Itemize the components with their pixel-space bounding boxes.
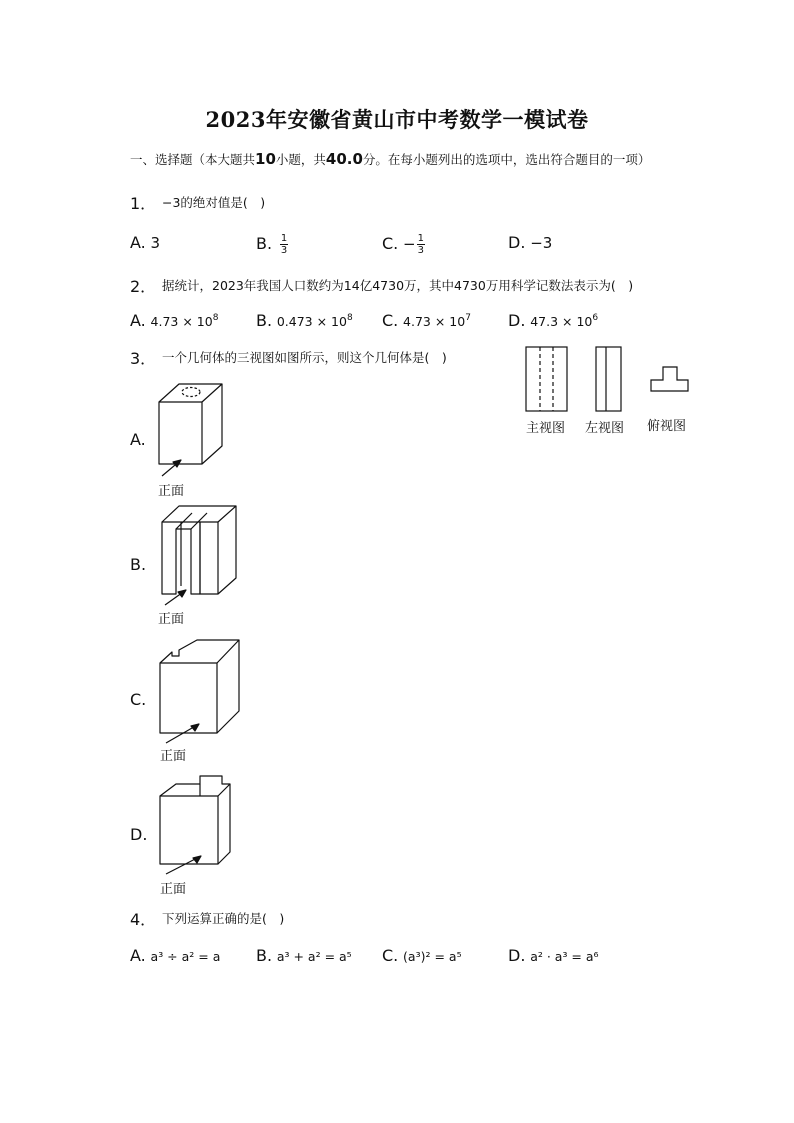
option-letter: A. [130,430,146,449]
fraction-numerator: 1 [417,233,424,244]
option-base: 47.3 × 10 [530,314,593,329]
q4-option-c[interactable] [382,946,462,965]
question-4-stem: 下列运算正确的是( ) [162,911,285,926]
option-text: a² · a³ = a⁶ [530,949,599,964]
page-title: 2023年安徽省黄山市中考数学一模试卷 [205,107,589,132]
q4-option-d[interactable] [508,946,599,965]
section-text-c: 分。在每小题列出的选项中，选出符合题目的一项） [362,152,651,167]
option-letter: B. [256,234,273,253]
q4-option-b[interactable] [256,946,352,965]
solid-d-front-face [160,796,218,864]
front-label: 正面 [158,612,185,627]
question-2-stem: 据统计，2023年我国人口数约为14亿4730万，其中4730万用科学记数法表示为( ) [162,278,634,293]
question-1-number: 1． [130,194,157,213]
option-letter: B. [256,946,273,965]
option-letter: B. [256,311,273,330]
option-exponent: 6 [592,313,599,323]
option-sign: − [403,235,416,253]
question-2-number: 2． [130,277,157,296]
option-base: 4.73 × 10 [150,314,213,329]
option-letter: A. [130,311,146,330]
fraction-denominator: 3 [417,245,424,256]
main-view-label: 主视图 [526,421,566,436]
fraction-denominator: 3 [280,245,288,256]
option-letter: C. [382,234,399,253]
question-count: 10 [255,150,276,168]
solid-d-top-face [160,776,230,796]
option-base: 4.73 × 10 [403,314,466,329]
option-letter: D. [508,946,526,965]
option-letter: B. [130,555,147,574]
total-score: 40.0 [325,150,363,168]
option-text: a³ ÷ a² = a [150,949,221,964]
option-text: a³ + a² = a⁵ [276,949,352,964]
option-letter: D. [508,311,526,330]
option-letter: A. [130,233,146,252]
option-letter: D. [508,233,526,252]
option-text: (a³)² = a⁵ [403,949,462,964]
top-view-label: 俯视图 [647,419,687,434]
option-letter: D. [130,825,148,844]
solid-d-side-face [218,784,230,864]
option-letter: C. [130,690,147,709]
option-exponent: 8 [212,313,219,323]
front-arrow-head [193,856,201,863]
fraction-numerator: 1 [280,233,288,244]
section-text-b: 小题，共 [275,152,326,167]
option-exponent: 7 [465,313,471,323]
question-3-stem: 一个几何体的三视图如图所示，则这个几何体是( ) [162,350,447,365]
question-3-number: 3． [130,349,157,368]
option-exponent: 8 [346,313,353,323]
front-label: 正面 [158,484,185,499]
front-label: 正面 [160,882,187,897]
option-base: 0.473 × 10 [276,314,347,329]
option-text: 3 [150,234,161,252]
question-1-stem: −3的绝对值是( ) [162,195,266,210]
option-text: −3 [530,234,553,252]
option-letter: C. [382,311,399,330]
left-view-label: 左视图 [585,421,625,436]
q4-option-a[interactable] [130,946,220,965]
question-4-number: 4． [130,910,157,929]
front-label: 正面 [160,749,187,764]
option-letter: A. [130,946,146,965]
option-letter: C. [382,946,399,965]
section-text-a: 一、选择题（本大题共 [130,152,256,167]
